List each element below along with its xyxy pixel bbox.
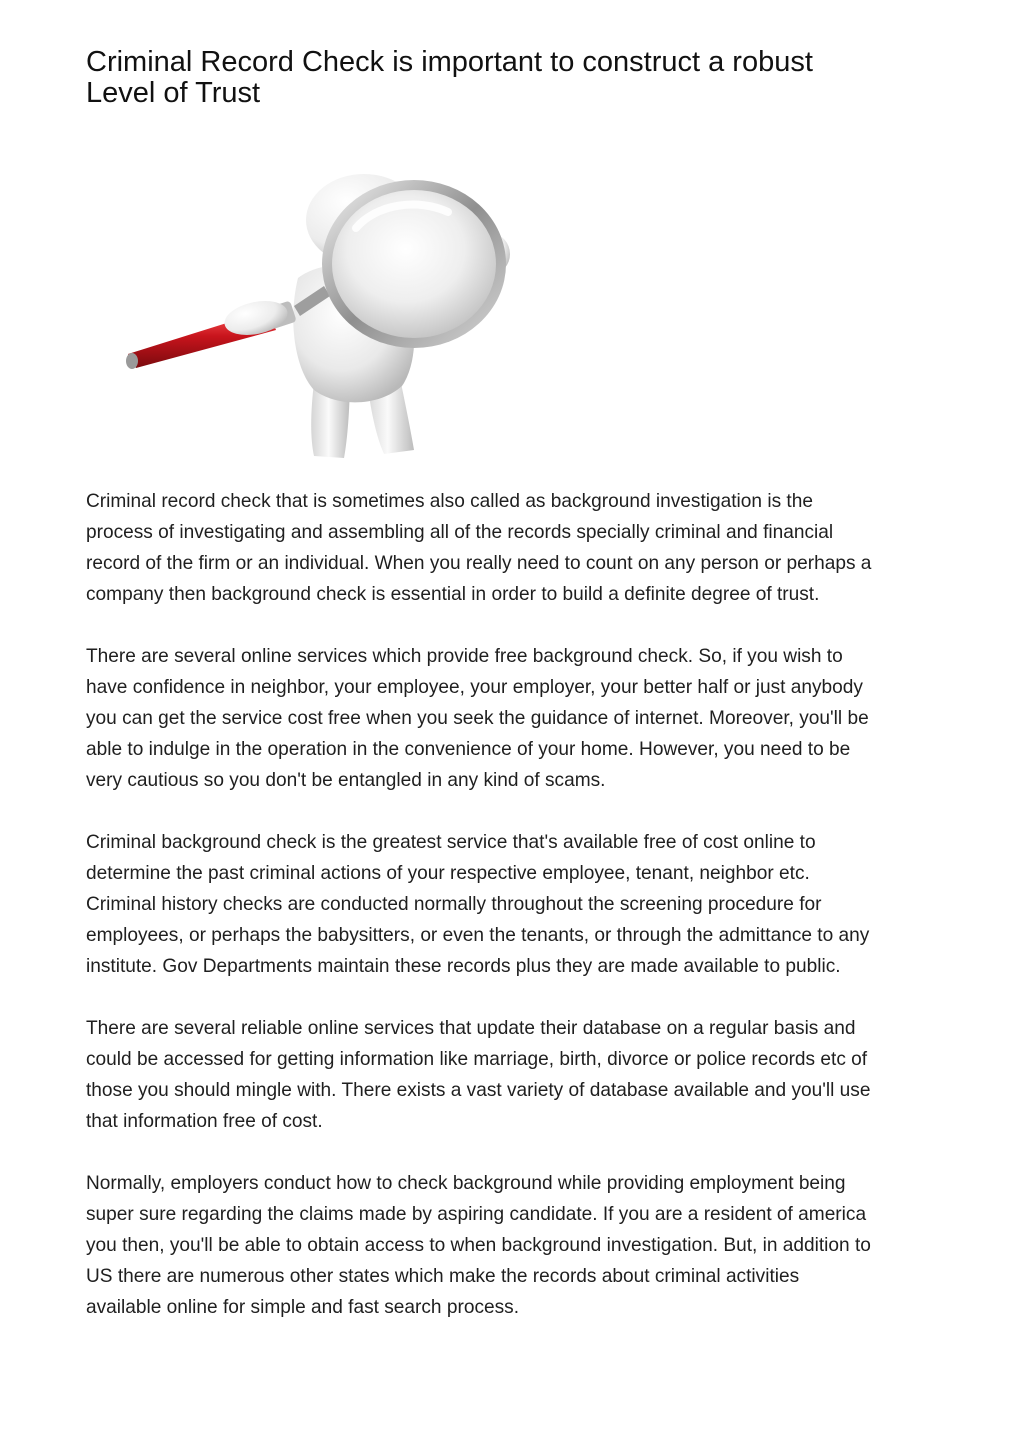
page-title: Criminal Record Check is important to construct a robust Level of Trust [86,46,813,109]
paragraph-2: There are several online services which provide free background check. So, if you wish to have confidence in neighbor, your employee, your employer, your better half or just anybody you can get the service cost free when you seek the guidance of internet. Moreover, you'll be able to indulge in the operation in the convenience of your home. However, you need to be very cautious so you don't be entangled in any kind of scams. [86,646,869,791]
paragraph-4: There are several reliable online services that update their database on a regular basis and could be accessed for getting information like marriage, birth, divorce or police records etc of those you should mingle with. There exists a vast variety of database available and you'll use that information free of cost. [86,1018,871,1132]
paragraph-5: Normally, employers conduct how to check background while providing employment being super sure regarding the claims made by aspiring candidate. If you are a resident of america you then, you'll be able to obtain access to when background investigation. But, in addition to US there are numerous other states which make the records about criminal activities available online for simple and fast search process. [86,1173,871,1318]
paragraph-1: Criminal record check that is sometimes also called as background investigation is the process of investigating and assembling all of the records specially criminal and financial record of the firm or an individual. When you really need to count on any person or perhaps a company then background check is essential in order to build a definite degree of trust. [86,491,872,605]
article-body [86,486,946,1354]
magnifying-glass-figure-icon [118,168,538,464]
paragraph-3: Criminal background check is the greatest service that's available free of cost online to determine the past criminal actions of your respective employee, tenant, neighbor etc. Criminal history checks are conducted normally throughout the screening procedure for employees, or perhaps the babysitters, or even the tenants, or through the admittance to any institute. Gov Departments maintain these records plus they are made available to public. [86,832,870,977]
